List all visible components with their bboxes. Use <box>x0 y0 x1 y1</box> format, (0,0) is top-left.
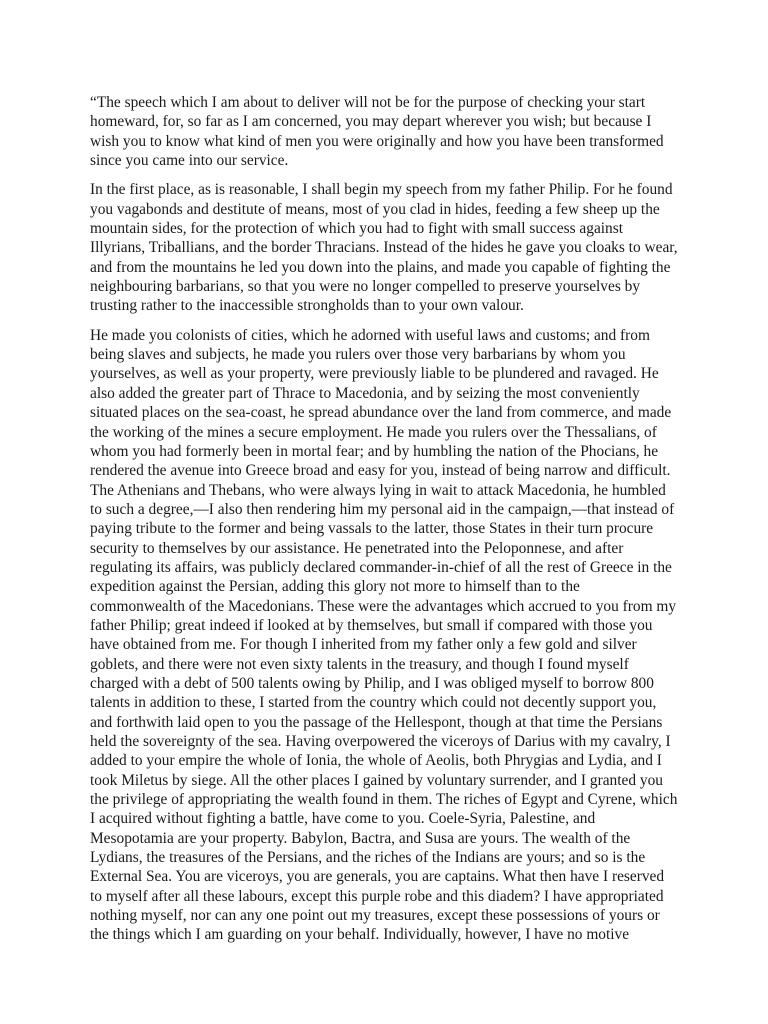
paragraph-1: “The speech which I am about to deliver will not be for the purpose of checking your start homeward, for, so far as I am concerned, you may depart wherever you wish; but because I wish you to know what kind of men you were originally and how you have been transformed since you came into our service. <box>90 94 664 170</box>
document-page <box>90 93 678 955</box>
paragraph-2: In the first place, as is reasonable, I shall begin my speech from my father Philip. For he found you vagabonds and destitute of means, most of you clad in hides, feeding a few sheep up the mountain sides, for the protection of which you had to fight with small success against Illyrians, Triballians, and the border Thracians. Instead of the hides he gave you cloaks to wear, and from the mountains he led you down into the plains, and made you capable of fighting the neighbouring barbarians, so that you were no longer compelled to preserve yourselves by trusting rather to the inaccessible strongholds than to your own valour. <box>90 181 678 315</box>
paragraph-3: He made you colonists of cities, which he adorned with useful laws and customs; and from being slaves and subjects, he made you rulers over those very barbarians by whom you yourselves, as well as your property, were previously liable to be plundered and ravaged. He also added the greater part of Thrace to Macedonia, and by seizing the most conveniently situated places on the sea-coast, he spread abundance over the land from commerce, and made the working of the mines a secure employment. He made you rulers over the Thessalians, of whom you had formerly been in mortal fear; and by humbling the nation of the Phocians, he rendered the avenue into Greece broad and easy for you, instead of being narrow and difficult. The Athenians and Thebans, who were always lying in wait to attack Macedonia, he humbled to such a degree,—I also then rendering him my personal aid in the campaign,—that instead of paying tribute to the former and being vassals to the latter, those States in their turn procure security to themselves by our assistance. He penetrated into the Peloponnese, and after regulating its affairs, was publicly declared commander-in-chief of all the rest of Greece in the expedition against the Persian, adding this glory not more to himself than to the commonwealth of the Macedonians. These were the advantages which accrued to you from my father Philip; great indeed if looked at by themselves, but small if compared with those you have obtained from me. For though I inherited from my father only a few gold and silver goblets, and there were not even sixty talents in the treasury, and though I found myself charged with a debt of 500 talents owing by Philip, and I was obliged myself to borrow 800 talents in addition to these, I started from the country which could not decently support you, and forthwith laid open to you the passage of the Hellespont, though at that time the Persians held the sovereignty of the sea. Having overpowered the viceroys of Darius with my cavalry, I added to your empire the whole of Ionia, the whole of Aeolis, both Phrygias and Lydia, and I took Miletus by siege. All the other places I gained by voluntary surrender, and I granted you the privilege of appropriating the wealth found in them. The riches of Egypt and Cyrene, which I acquired without fighting a battle, have come to you. Coele-Syria, Palestine, and Mesopotamia are your property. Babylon, Bactra, and Susa are yours. The wealth of the Lydians, the treasures of the Persians, and the riches of the Indians are yours; and so is the External Sea. You are viceroys, you are generals, you are captains. What then have I reserved to myself after all these labours, except this purple robe and this diadem? I have appropriated nothing myself, nor can any one point out my treasures, except these possessions of yours or the things which I am guarding on your behalf. Individually, however, I have no motive <box>90 326 678 944</box>
